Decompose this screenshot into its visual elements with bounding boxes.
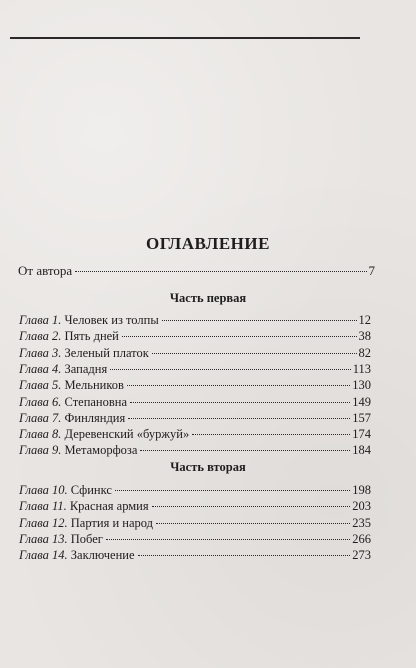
- toc-entry: [19, 361, 371, 377]
- chapter-page-number: 12: [358, 313, 371, 327]
- toc-entry-label: [19, 328, 119, 344]
- chapter-title: Западня: [64, 361, 108, 376]
- chapter-title: Пять дней: [64, 329, 119, 344]
- chapter-number: 11.: [52, 499, 67, 514]
- toc-entry: [19, 547, 371, 563]
- chapter-page-number: 149: [352, 394, 371, 409]
- top-rule: [10, 37, 360, 39]
- toc-entry: [19, 345, 371, 361]
- chapter-page-number: 198: [352, 483, 371, 497]
- chapter-number: 10.: [52, 483, 68, 497]
- chapter-number: 14.: [52, 548, 68, 563]
- chapter-word: Глава: [19, 361, 49, 376]
- chapter-title: Степановна: [64, 394, 128, 409]
- dot-leader: [130, 402, 350, 403]
- chapter-number: 5.: [52, 378, 62, 393]
- toc-entry-label: [19, 498, 149, 514]
- dot-leader: [192, 434, 350, 435]
- dot-leader: [128, 418, 350, 419]
- dot-leader: [162, 320, 357, 321]
- chapter-page-number: 266: [352, 531, 371, 546]
- chapter-page-number: 235: [352, 515, 371, 530]
- chapter-word: Глава: [19, 378, 49, 393]
- toc-entry-label: [19, 345, 149, 361]
- chapter-title: Метаморфоза: [64, 443, 138, 458]
- chapter-number: 7.: [52, 410, 62, 425]
- toc-entry: [19, 394, 371, 410]
- chapter-title: Побег: [70, 531, 103, 546]
- chapter-number: 8.: [52, 427, 62, 442]
- toc-entry: [19, 515, 371, 531]
- chapter-title: Зеленый платок: [64, 345, 149, 360]
- dot-leader: [122, 336, 357, 337]
- chapter-word: Глава: [19, 548, 49, 563]
- chapter-page-number: 184: [352, 443, 371, 458]
- chapter-page-number: 273: [352, 548, 371, 563]
- chapter-title: Сфинкс: [70, 483, 112, 497]
- chapter-number: 3.: [52, 345, 62, 360]
- toc-entry: [19, 377, 371, 393]
- toc-entry: [19, 498, 371, 514]
- chapter-word: Глава: [19, 313, 49, 327]
- author-entry: [18, 263, 375, 279]
- toc-entry: [19, 531, 371, 547]
- toc-title: ОГЛАВЛЕНИЕ: [146, 234, 270, 253]
- chapter-page-number: 113: [352, 361, 371, 376]
- chapter-word: Глава: [19, 483, 49, 497]
- chapter-word: Глава: [19, 443, 49, 458]
- toc-entry-label: [19, 482, 112, 498]
- dot-leader: [140, 450, 350, 451]
- toc-entry-label: [19, 547, 135, 563]
- chapter-number: 13.: [52, 531, 68, 546]
- dot-leader: [156, 523, 350, 524]
- toc-entry-label: [19, 410, 125, 426]
- toc-entry-label: [19, 515, 153, 531]
- chapter-word: Глава: [19, 427, 49, 442]
- chapter-word: Глава: [19, 329, 49, 344]
- dot-leader: [75, 271, 366, 272]
- toc-entry: [19, 482, 371, 498]
- dot-leader: [152, 353, 357, 354]
- part-one-heading: Часть первая: [169, 291, 247, 305]
- part-two-heading: Часть вторая: [170, 460, 246, 474]
- toc-entry: [19, 312, 371, 328]
- chapter-title: Финляндия: [64, 410, 126, 425]
- toc-entry-label: [19, 426, 189, 442]
- author-entry-page: 7: [368, 263, 375, 278]
- chapter-word: Глава: [19, 515, 49, 530]
- chapter-number: 9.: [52, 443, 62, 458]
- chapter-number: 2.: [52, 329, 62, 344]
- chapter-title: Деревенский «буржуй»: [64, 427, 190, 442]
- dot-leader: [152, 506, 351, 507]
- toc-entry-label: [19, 442, 137, 458]
- toc-entry-label: [19, 361, 107, 377]
- chapter-page-number: 38: [358, 329, 371, 344]
- toc-entry: [19, 426, 371, 442]
- toc-entry-label: [19, 394, 127, 410]
- chapter-number: 6.: [52, 394, 62, 409]
- toc-entry: [19, 442, 371, 458]
- dot-leader: [127, 385, 350, 386]
- chapter-word: Глава: [19, 394, 49, 409]
- chapter-page-number: 203: [352, 499, 371, 514]
- chapter-page-number: 157: [352, 410, 371, 425]
- author-entry-label: От автора: [18, 263, 73, 278]
- chapter-word: Глава: [19, 345, 49, 360]
- chapter-word: Глава: [19, 531, 49, 546]
- toc-entry: [19, 410, 371, 426]
- chapter-number: 4.: [52, 361, 62, 376]
- chapter-word: Глава: [19, 410, 49, 425]
- chapter-title: Заключение: [70, 548, 135, 563]
- toc-entry-label: [19, 531, 103, 547]
- chapter-number: 12.: [52, 515, 68, 530]
- chapter-word: Глава: [19, 499, 49, 514]
- chapter-page-number: 130: [352, 378, 371, 393]
- chapter-title: Человек из толпы: [64, 313, 159, 327]
- chapter-title: Красная армия: [69, 499, 149, 514]
- chapter-title: Партия и народ: [70, 515, 154, 530]
- dot-leader: [138, 555, 351, 556]
- toc-entry-label: [19, 377, 124, 393]
- chapter-title: Мельников: [64, 378, 124, 393]
- dot-leader: [106, 539, 350, 540]
- dot-leader: [110, 369, 351, 370]
- chapter-page-number: 174: [352, 427, 371, 442]
- chapter-page-number: 82: [358, 345, 371, 360]
- toc-entry: [19, 328, 371, 344]
- toc-entry-label: [19, 312, 159, 328]
- dot-leader: [115, 490, 350, 491]
- chapter-number: 1.: [52, 313, 62, 327]
